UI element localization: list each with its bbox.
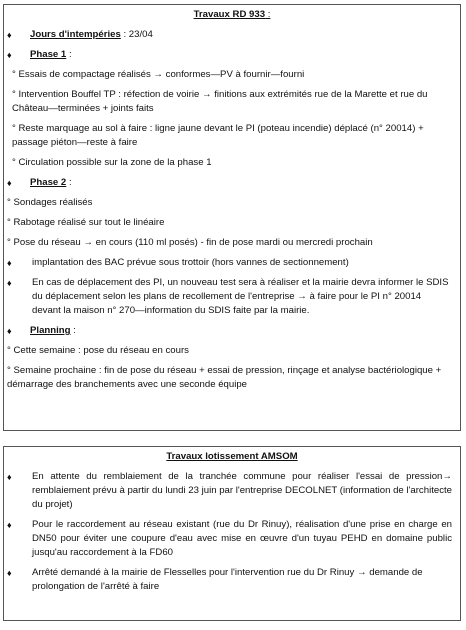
list-item: ° Reste marquage au sol à faire : ligne jaune devant le PI (poteau incendie) déplacé (n° 20014) + passage piéton—reste à faire bbox=[12, 123, 424, 148]
bullet-icon: ♦ bbox=[7, 30, 12, 40]
list-item: ° Essais de compactage réalisés → conformes—PV à fournir—fourni bbox=[12, 69, 305, 80]
list-item: ♦ Pour le raccordement au réseau existant (rue du Dr Rinuy), réalisation d'une prise en charge en DN50 pour éviter une coupure d'eau avec mise en œuvre d'un tuyau PEHD en domaine public jusqu'au raccordement à la FD60 bbox=[7, 519, 452, 558]
bullet-icon: ♦ bbox=[7, 258, 12, 268]
bullet-icon: ♦ bbox=[7, 520, 12, 530]
list-item: ♦ Arrêté demandé à la mairie de Flesselles pour l'intervention rue du Dr Rinuy → demande de prolongation de l'arrêté à faire bbox=[7, 567, 423, 592]
section-title: Travaux RD 933 : bbox=[193, 9, 271, 20]
planning-heading: ♦ Planning : bbox=[7, 325, 76, 336]
bullet-icon: ♦ bbox=[7, 568, 12, 578]
bullet-icon: ♦ bbox=[7, 326, 12, 336]
list-item: ° Semaine prochaine : fin de pose du réseau + essai de pression, rinçage et analyse bactériologique + démarrage des branchements avec une seconde équipe bbox=[7, 365, 442, 390]
bullet-icon: ♦ bbox=[7, 472, 12, 482]
phase2-heading: ♦ Phase 2 : bbox=[7, 177, 72, 188]
section-rd933 bbox=[3, 4, 461, 431]
list-item: ° Cette semaine : pose du réseau en cours bbox=[7, 345, 189, 356]
list-item: ° Pose du réseau → en cours (110 ml posés) - fin de pose mardi ou mercredi prochain bbox=[7, 237, 373, 248]
phase1-heading: ♦ Phase 1 : bbox=[7, 49, 72, 60]
list-item: ♦ En attente du remblaiement de la tranchée commune pour réaliser l'essai de pression→ remblaiement prévu à partir du lundi 23 juin par l'entreprise DECOLNET (information de l'architecte du projet) bbox=[7, 471, 452, 510]
bullet-icon: ♦ bbox=[7, 278, 12, 288]
list-item: ♦ implantation des BAC prévue sous trottoir (hors vannes de sectionnement) bbox=[7, 257, 349, 268]
list-item: ° Circulation possible sur la zone de la phase 1 bbox=[12, 157, 212, 168]
jours-intemperies: ♦ Jours d'intempéries : 23/04 bbox=[7, 29, 153, 40]
list-item: ° Intervention Bouffel TP : réfection de voirie → finitions aux extrémités rue de la Marette et rue du Château—terminées + joints faits bbox=[12, 89, 428, 114]
list-item: ° Rabotage réalisé sur tout le linéaire bbox=[7, 217, 165, 228]
section-amsom bbox=[3, 446, 461, 621]
section-title: Travaux lotissement AMSOM bbox=[166, 451, 298, 462]
list-item: ♦ En cas de déplacement des PI, un nouveau test sera à réaliser et la mairie devra informer le SDIS du déplacement selon les plans de recollement de l'entreprise → à faire pour le PI n° 20014 devant la maison n° 270—information du SDIS faite par la mairie. bbox=[7, 277, 449, 316]
bullet-icon: ♦ bbox=[7, 50, 12, 60]
bullet-icon: ♦ bbox=[7, 178, 12, 188]
list-item: ° Sondages réalisés bbox=[7, 197, 93, 208]
